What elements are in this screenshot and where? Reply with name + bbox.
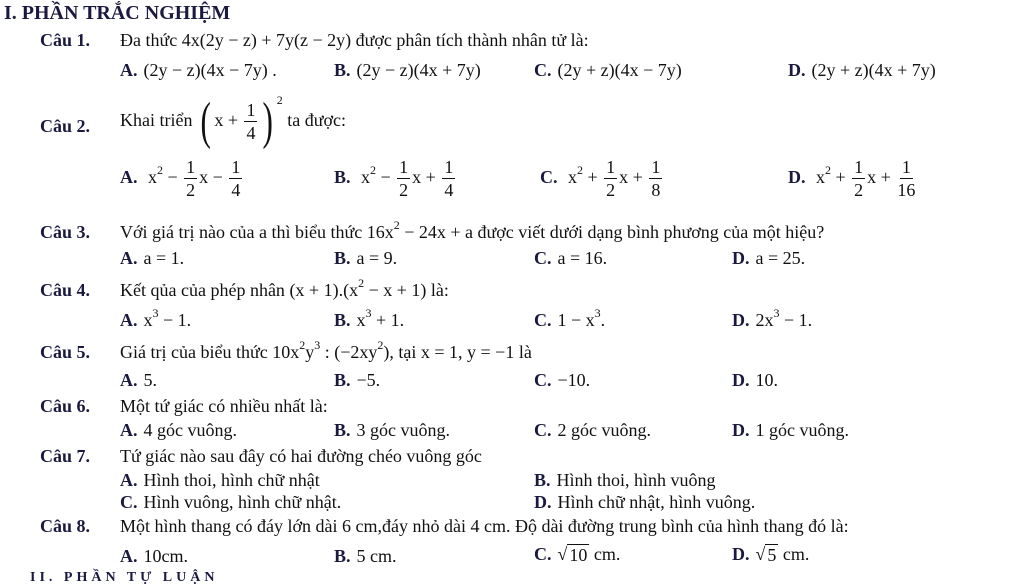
sqrt-expression: √ 10	[557, 544, 588, 565]
question-text: , tại	[389, 342, 417, 362]
option-b[interactable]: B. Hình thoi, hình vuông	[534, 470, 716, 490]
question-label: Câu 2.	[40, 116, 91, 136]
question-text: Với giá trị nào của a thì biểu thức	[120, 222, 363, 242]
question-expression: ( x + $\frac{1}{4}$ ) $^2$	[200, 93, 283, 151]
option-c[interactable]: C. $1 - x^3$.	[534, 306, 606, 330]
question-condition: x = 1, y = −1	[420, 342, 515, 362]
option-c[interactable]: C. a = 16.	[534, 248, 608, 268]
question-label: Câu 7.	[40, 446, 91, 466]
option-d[interactable]: D. √ 5 cm.	[732, 544, 810, 565]
option-d[interactable]: D. a = 25.	[732, 248, 806, 268]
question-expression: $10x^2y^3$ : $(-2xy^2)$	[272, 338, 390, 362]
section-title: I. PHẦN TRẮC NGHIỆM	[4, 2, 231, 24]
option-a[interactable]: A. a = 1.	[120, 248, 185, 268]
question-label: Câu 5.	[40, 342, 91, 362]
option-d[interactable]: D. Hình chữ nhật, hình vuông.	[534, 492, 756, 512]
option-a[interactable]: A. (2y − z)(4x − 7y) .	[120, 60, 277, 80]
option-a[interactable]: A. Hình thoi, hình chữ nhật	[120, 470, 320, 490]
option-a[interactable]: A. 4 góc vuông.	[120, 420, 237, 440]
option-c[interactable]: C. $x^2$ + $\frac{1}{2}$ x + $\frac{1}{8}$	[540, 157, 661, 200]
option-c[interactable]: C. 2 góc vuông.	[534, 420, 651, 440]
question-text: Đa thức	[120, 30, 178, 50]
option-d[interactable]: D. $2x^3 - 1$.	[732, 306, 813, 330]
question-text: Một hình thang có đáy lớn dài 6 cm,đáy nhỏ dài 4 cm. Độ dài đường trung bình của hình thang đó là:	[120, 516, 849, 536]
question-label: Câu 1.	[40, 30, 91, 50]
question-label: Câu 3.	[40, 222, 91, 242]
question-text: là:	[430, 280, 449, 300]
question-expression: $(x + 1).(x^2 - x + 1)$	[289, 276, 427, 300]
option-a[interactable]: A. $x^3 - 1$.	[120, 306, 192, 330]
option-c[interactable]: C. Hình vuông, hình chữ nhật.	[120, 492, 342, 512]
next-section-title-cut: II. PHẦN TỰ LUẬN	[30, 570, 219, 585]
sqrt-expression: √ 5	[755, 544, 777, 565]
option-d[interactable]: D. (2y + z)(4x + 7y)	[788, 60, 936, 80]
option-b[interactable]: B. 3 góc vuông.	[334, 420, 451, 440]
question-text: Khai triển	[120, 110, 193, 130]
option-c[interactable]: C. √ 10 cm.	[534, 544, 621, 565]
question-label: Câu 6.	[40, 396, 91, 416]
option-b[interactable]: B. −5.	[334, 370, 381, 390]
question-text: là	[518, 342, 532, 362]
option-a[interactable]: A. 10cm.	[120, 546, 188, 566]
question-text: Giá trị của biểu thức	[120, 342, 268, 362]
option-d[interactable]: D. 10.	[732, 370, 778, 390]
option-b[interactable]: B. $x^2$ − $\frac{1}{2}$ x + $\frac{1}{4}$	[334, 157, 454, 200]
option-c[interactable]: C. (2y + z)(4x − 7y)	[534, 60, 682, 80]
option-b[interactable]: B. $x^3 + 1$.	[334, 306, 405, 330]
option-b[interactable]: B. (2y − z)(4x + 7y)	[334, 60, 481, 80]
option-d[interactable]: D. $x^2$ + $\frac{1}{2}$ x + $\frac{1}{16}$	[788, 157, 916, 200]
option-c[interactable]: C. −10.	[534, 370, 591, 390]
option-b[interactable]: B. 5 cm.	[334, 546, 397, 566]
question-text: Một tứ giác có nhiều nhất là:	[120, 396, 328, 416]
option-b[interactable]: B. a = 9.	[334, 248, 398, 268]
option-a[interactable]: A. $x^2$ − $\frac{1}{2}$ x − $\frac{1}{4}$	[120, 157, 241, 200]
question-text: được viết dưới dạng bình phương của một hiệu?	[477, 222, 825, 242]
option-d[interactable]: D. 1 góc vuông.	[732, 420, 849, 440]
question-text: ta được:	[287, 110, 347, 130]
question-expression: 4x(2y − z) + 7y(z − 2y)	[181, 30, 352, 50]
question-text: được phân tích thành nhân tử là:	[355, 30, 589, 50]
question-text: Tứ giác nào sau đây có hai đường chéo vuông góc	[120, 446, 482, 466]
question-expression: $16x^2 - 24x + a$	[366, 218, 473, 242]
question-text: Kết qủa của phép nhân	[120, 280, 285, 300]
question-label: Câu 8.	[40, 516, 91, 536]
question-label: Câu 4.	[40, 280, 91, 300]
option-a[interactable]: A. 5.	[120, 370, 157, 390]
